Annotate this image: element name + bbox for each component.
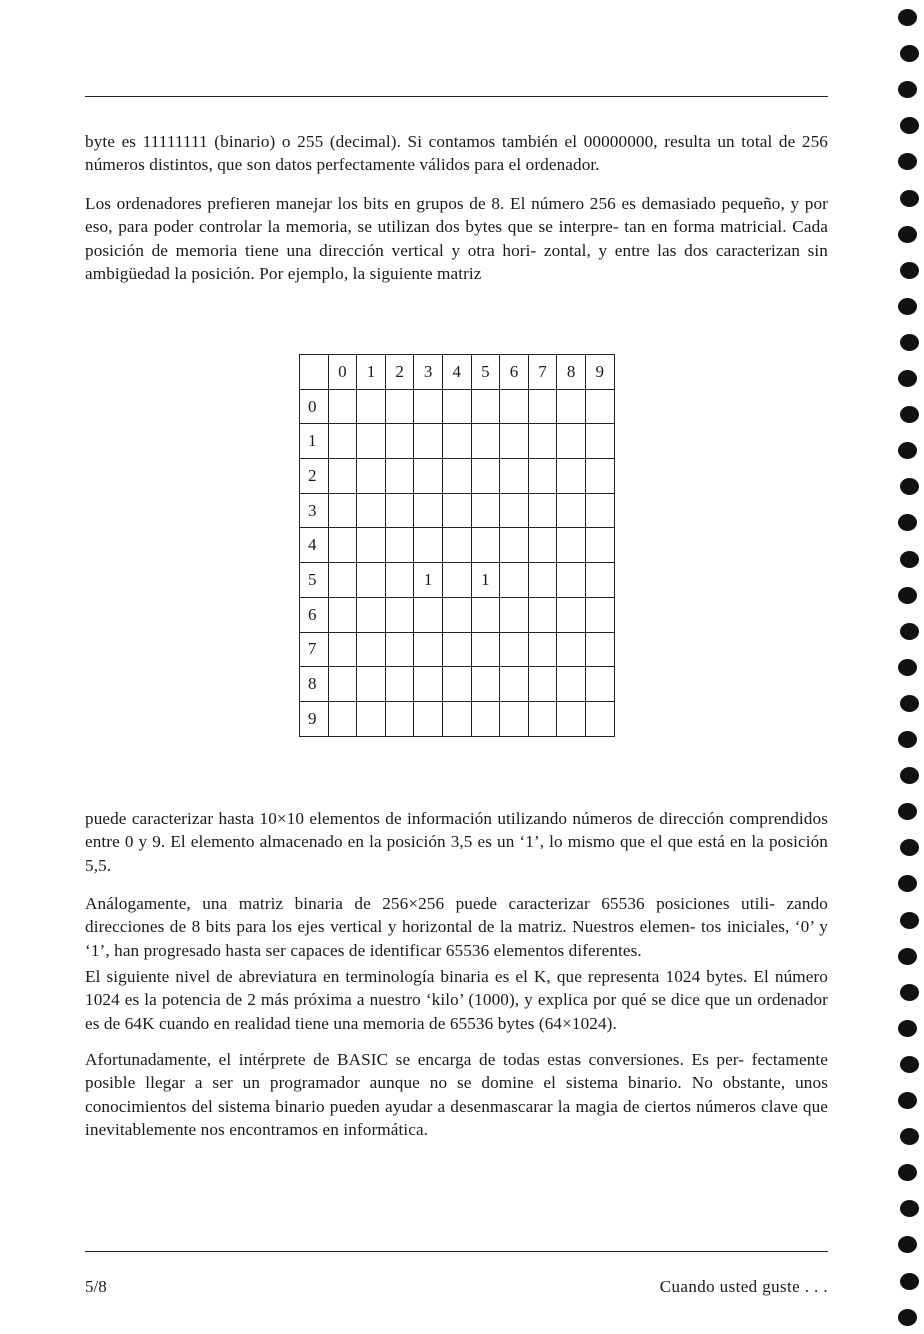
- matrix-row: [300, 493, 615, 528]
- matrix-cell: [528, 701, 557, 736]
- matrix-cell: [442, 632, 471, 667]
- matrix-cell: [328, 701, 357, 736]
- matrix-cell: [328, 459, 357, 494]
- matrix-cell: [500, 701, 529, 736]
- matrix-cell: [528, 632, 557, 667]
- feed-hole: [898, 1164, 917, 1181]
- matrix-cell: [500, 424, 529, 459]
- matrix-cell: [500, 597, 529, 632]
- matrix-cell: [557, 701, 586, 736]
- feed-hole: [900, 1056, 919, 1073]
- matrix-row-header: 5: [300, 563, 329, 598]
- matrix-cell: [385, 563, 414, 598]
- matrix-cell: [471, 459, 500, 494]
- matrix-cell: [585, 563, 614, 598]
- feed-hole: [900, 551, 919, 568]
- matrix-cell: [585, 667, 614, 702]
- matrix-cell: [414, 389, 443, 424]
- matrix-row: [300, 389, 615, 424]
- matrix-cell: [385, 597, 414, 632]
- matrix-cell: [328, 667, 357, 702]
- matrix-cell: [414, 597, 443, 632]
- feed-hole: [898, 659, 917, 676]
- matrix-cell: [557, 493, 586, 528]
- matrix-cell: [471, 424, 500, 459]
- matrix-cell: [500, 389, 529, 424]
- matrix-cell: [585, 528, 614, 563]
- feed-hole: [900, 1273, 919, 1290]
- feed-hole: [900, 45, 919, 62]
- feed-hole: [900, 117, 919, 134]
- matrix-row-header: 1: [300, 424, 329, 459]
- matrix-row: [300, 459, 615, 494]
- matrix-cell: [357, 563, 386, 598]
- matrix-row-header: 0: [300, 389, 329, 424]
- matrix-row-header: 2: [300, 459, 329, 494]
- paragraph-4: Análogamente, una matriz binaria de 256×256 puede caracterizar 65536 posiciones utili- zando direcciones de 8 bits para los ejes vertical y horizontal de la matriz. Nuestros elemen- tos iniciales, ‘0’ y ‘1’, han progresado hasta ser capaces de identificar 65536 elementos diferentes.: [85, 894, 828, 960]
- matrix-cell: [414, 632, 443, 667]
- paragraph-3: puede caracterizar hasta 10×10 elementos de información utilizando números de dirección comprendidos entre 0 y 9. El elemento almacenado en la posición 3,5 es un ‘1’, lo mismo que el que está en la posición 5,5.: [85, 809, 828, 875]
- feed-hole: [898, 9, 917, 26]
- feed-hole: [898, 948, 917, 965]
- feed-hole: [898, 370, 917, 387]
- paragraph-6: Afortunadamente, el intérprete de BASIC se encarga de todas estas conversiones. Es per- fectamente posible llegar a ser un programador aunque no se domine el sistema binario. No obstante, unos conocimientos del sistema binario pueden ayudar a desenmascarar la magia de ciertos números clave que inevitablemente nos encontramos en informática.: [85, 1050, 828, 1140]
- paragraph-1: byte es 11111111 (binario) o 255 (decimal). Si contamos también el 00000000, resulta un total de 256 números distintos, que son datos perfectamente válidos para el ordenador.: [85, 132, 828, 175]
- matrix-cell: [471, 632, 500, 667]
- feed-hole: [898, 1020, 917, 1037]
- matrix-cell: [471, 701, 500, 736]
- matrix-cell: [471, 597, 500, 632]
- matrix-row-header: 9: [300, 701, 329, 736]
- matrix-cell: 1: [471, 563, 500, 598]
- feed-hole: [898, 81, 917, 98]
- matrix-cell: [357, 459, 386, 494]
- matrix-cell: [471, 389, 500, 424]
- matrix-row-header: 8: [300, 667, 329, 702]
- matrix-cell: [528, 528, 557, 563]
- matrix-cell: [414, 667, 443, 702]
- matrix-row: [300, 701, 615, 736]
- matrix-cell: [414, 528, 443, 563]
- matrix-cell: [328, 632, 357, 667]
- matrix-cell: [328, 493, 357, 528]
- feed-hole: [900, 1128, 919, 1145]
- feed-hole: [900, 984, 919, 1001]
- matrix-column-header: 6: [500, 355, 529, 390]
- matrix-row: [300, 528, 615, 563]
- matrix-cell: [357, 632, 386, 667]
- feed-hole: [898, 1236, 917, 1253]
- matrix-corner-cell: [300, 355, 329, 390]
- matrix-row: [300, 597, 615, 632]
- matrix-cell: [585, 459, 614, 494]
- matrix-cell: [557, 389, 586, 424]
- matrix-cell: [471, 528, 500, 563]
- matrix-cell: [357, 667, 386, 702]
- matrix-cell: [442, 597, 471, 632]
- feed-hole: [900, 1200, 919, 1217]
- matrix-cell: [528, 667, 557, 702]
- feed-hole: [898, 153, 917, 170]
- matrix-column-header: 5: [471, 355, 500, 390]
- matrix-cell: [328, 597, 357, 632]
- matrix-cell: [500, 563, 529, 598]
- matrix-cell: [385, 667, 414, 702]
- matrix-cell: [585, 701, 614, 736]
- matrix-cell: [500, 528, 529, 563]
- tractor-feed-holes: [896, 0, 924, 1334]
- matrix-cell: [328, 528, 357, 563]
- matrix-cell: [557, 597, 586, 632]
- matrix-row: [300, 563, 615, 598]
- feed-hole: [898, 587, 917, 604]
- matrix-cell: [528, 493, 557, 528]
- matrix-cell: [585, 493, 614, 528]
- matrix-cell: [585, 632, 614, 667]
- feed-hole: [898, 226, 917, 243]
- matrix-cell: [557, 528, 586, 563]
- feed-hole: [900, 406, 919, 423]
- matrix-cell: [442, 459, 471, 494]
- feed-hole: [898, 1309, 917, 1326]
- feed-hole: [898, 1092, 917, 1109]
- feed-hole: [900, 478, 919, 495]
- feed-hole: [898, 298, 917, 315]
- matrix-column-header: 4: [442, 355, 471, 390]
- matrix-cell: 1: [414, 563, 443, 598]
- matrix-cell: [557, 459, 586, 494]
- matrix-column-header: 2: [385, 355, 414, 390]
- feed-hole: [900, 262, 919, 279]
- feed-hole: [898, 803, 917, 820]
- matrix-cell: [471, 667, 500, 702]
- matrix-cell: [385, 528, 414, 563]
- matrix-cell: [500, 493, 529, 528]
- matrix-cell: [385, 424, 414, 459]
- feed-hole: [898, 442, 917, 459]
- matrix-cell: [557, 667, 586, 702]
- running-title: Cuando usted guste . . .: [659, 1277, 828, 1296]
- feed-hole: [898, 731, 917, 748]
- matrix-row-header: 3: [300, 493, 329, 528]
- matrix-cell: [528, 563, 557, 598]
- matrix-cell: [442, 528, 471, 563]
- footer-rule: [85, 1251, 828, 1252]
- matrix-cell: [528, 389, 557, 424]
- matrix-cell: [528, 424, 557, 459]
- paragraph-2: Los ordenadores prefieren manejar los bits en grupos de 8. El número 256 es demasiado pequeño, y por eso, para poder controlar la memoria, se utilizan dos bytes que se interpre- tan en forma matricial. Cada posición de memoria tiene una dirección vertical y otra hori- zontal, y entre las dos caracterizan sin ambigüedad la posición. Por ejemplo, la siguiente matriz: [85, 194, 828, 284]
- feed-hole: [900, 839, 919, 856]
- paragraph-5: El siguiente nivel de abreviatura en terminología binaria es el K, que representa 1024 bytes. El número 1024 es la potencia de 2 más próxima a nuestro ‘kilo’ (1000), y explica por qué se dice que un ordenador es de 64K cuando en realidad tiene una memoria de 65536 bytes (64×1024).: [85, 967, 828, 1033]
- matrix-cell: [357, 424, 386, 459]
- matrix-cell: [385, 701, 414, 736]
- matrix-cell: [328, 563, 357, 598]
- matrix-cell: [414, 424, 443, 459]
- matrix-column-header: 1: [357, 355, 386, 390]
- matrix-cell: [357, 493, 386, 528]
- matrix-cell: [585, 389, 614, 424]
- matrix-row: [300, 424, 615, 459]
- matrix-cell: [500, 459, 529, 494]
- matrix-cell: [385, 459, 414, 494]
- feed-hole: [900, 767, 919, 784]
- matrix-row-header: 6: [300, 597, 329, 632]
- matrix-cell: [442, 424, 471, 459]
- matrix-cell: [500, 632, 529, 667]
- matrix-cell: [442, 493, 471, 528]
- matrix-row-header: 4: [300, 528, 329, 563]
- matrix-header-row: [300, 355, 615, 390]
- matrix-cell: [471, 493, 500, 528]
- matrix-cell: [528, 597, 557, 632]
- matrix-cell: [357, 701, 386, 736]
- matrix-cell: [414, 493, 443, 528]
- matrix-row: [300, 632, 615, 667]
- matrix-cell: [442, 389, 471, 424]
- matrix-cell: [328, 424, 357, 459]
- matrix-cell: [585, 597, 614, 632]
- header-rule: [85, 96, 828, 97]
- feed-hole: [898, 514, 917, 531]
- matrix-cell: [414, 459, 443, 494]
- matrix-row: [300, 667, 615, 702]
- matrix-cell: [557, 632, 586, 667]
- binary-matrix: [299, 354, 615, 737]
- matrix-cell: [385, 632, 414, 667]
- matrix-cell: [500, 667, 529, 702]
- matrix-cell: [328, 389, 357, 424]
- matrix-cell: [385, 493, 414, 528]
- matrix-cell: [357, 597, 386, 632]
- matrix-cell: [557, 424, 586, 459]
- matrix-row-header: 7: [300, 632, 329, 667]
- matrix-cell: [442, 667, 471, 702]
- feed-hole: [900, 623, 919, 640]
- feed-hole: [900, 912, 919, 929]
- matrix-cell: [528, 459, 557, 494]
- matrix-column-header: 7: [528, 355, 557, 390]
- matrix-cell: [442, 563, 471, 598]
- matrix-column-header: 0: [328, 355, 357, 390]
- matrix-cell: [357, 389, 386, 424]
- matrix-cell: [385, 389, 414, 424]
- feed-hole: [900, 190, 919, 207]
- matrix-cell: [585, 424, 614, 459]
- matrix-cell: [414, 701, 443, 736]
- matrix-column-header: 3: [414, 355, 443, 390]
- matrix-cell: [357, 528, 386, 563]
- feed-hole: [900, 695, 919, 712]
- matrix-cell: [442, 701, 471, 736]
- matrix-column-header: 8: [557, 355, 586, 390]
- matrix-cell: [557, 563, 586, 598]
- feed-hole: [898, 875, 917, 892]
- matrix-column-header: 9: [585, 355, 614, 390]
- feed-hole: [900, 334, 919, 351]
- page-number: 5/8: [85, 1277, 107, 1296]
